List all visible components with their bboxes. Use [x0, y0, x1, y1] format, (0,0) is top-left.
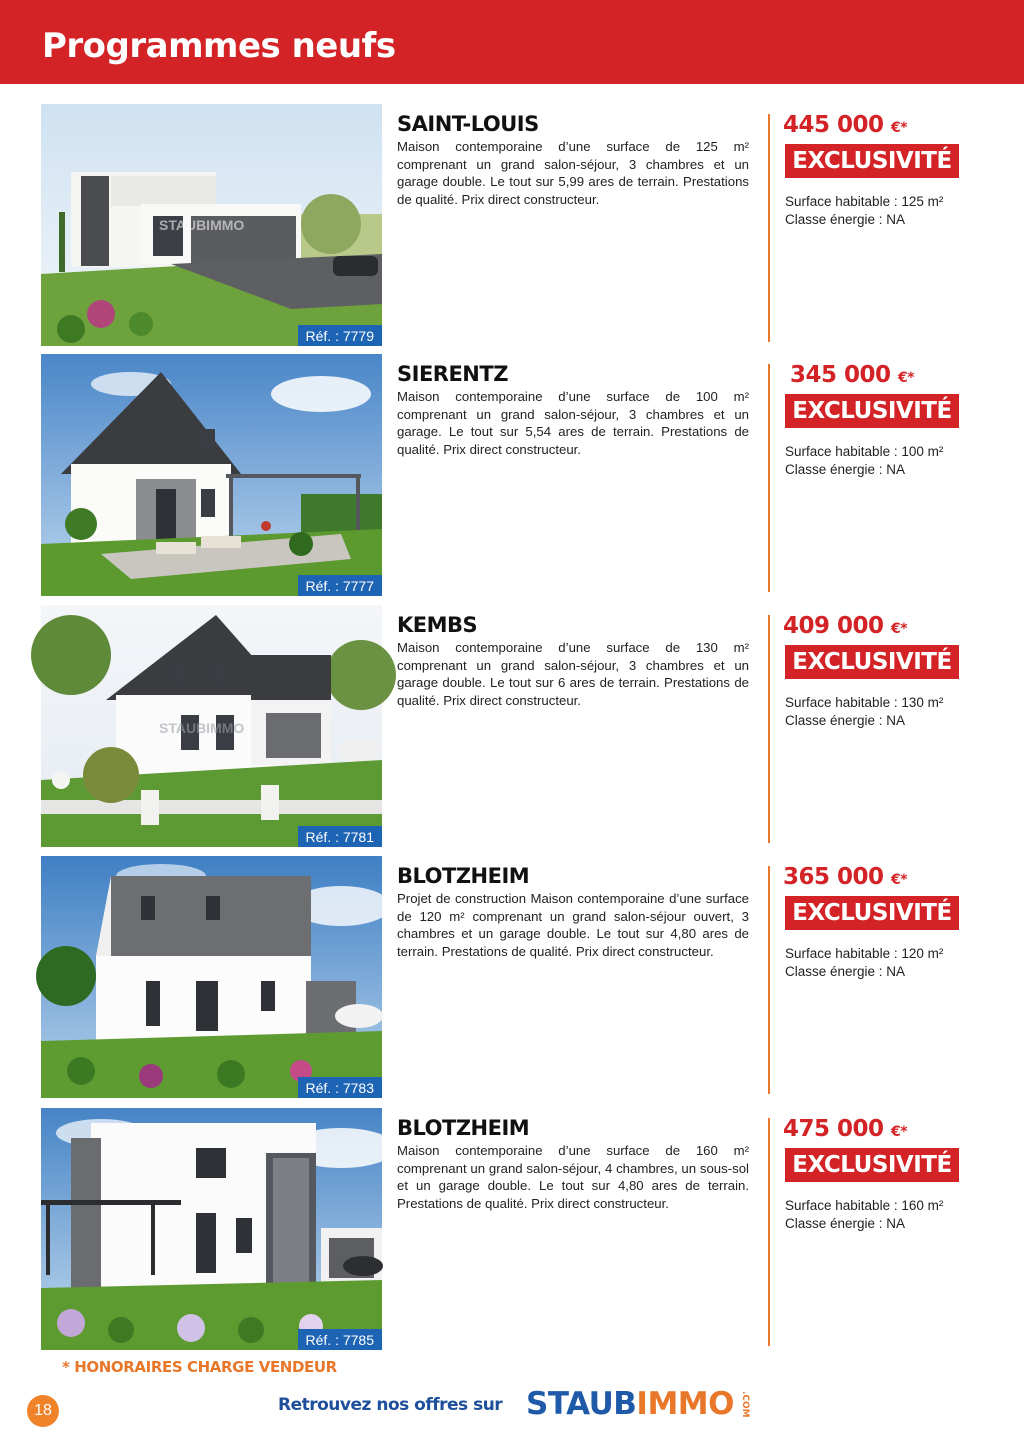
property-photo: [41, 354, 382, 596]
exclusivity-badge: EXCLUSIVITÉ: [785, 394, 959, 428]
reference-badge: Réf. : 7781: [298, 826, 383, 847]
column-divider: [768, 1118, 770, 1346]
price-value: 475 000: [783, 1116, 884, 1142]
living-area: Surface habitable : 130 m²: [785, 695, 944, 710]
listing-price: [783, 864, 907, 890]
price-value: 345 000: [790, 362, 891, 388]
listing-title: BLOTZHEIM: [397, 1116, 530, 1140]
listing-price: [783, 112, 907, 138]
staubimmo-logo[interactable]: [526, 1386, 734, 1422]
reference-badge: Réf. : 7783: [298, 1077, 383, 1098]
energy-class: Classe énergie : NA: [785, 1216, 906, 1231]
energy-class: Classe énergie : NA: [785, 212, 906, 227]
page-number: 18: [27, 1395, 59, 1427]
find-offers-text: Retrouvez nos offres sur: [278, 1395, 503, 1415]
listing-title: KEMBS: [397, 613, 478, 637]
column-divider: [768, 114, 770, 342]
column-divider: [768, 615, 770, 843]
energy-class: Classe énergie : NA: [785, 964, 906, 979]
listing-price: [783, 1116, 907, 1142]
listing-blotzheim-1: [0, 856, 1024, 1098]
listing-saint-louis: [0, 104, 1024, 346]
exclusivity-badge: EXCLUSIVITÉ: [785, 645, 959, 679]
column-divider: [768, 364, 770, 592]
reference-badge: Réf. : 7779: [298, 325, 383, 346]
listing-title: SAINT-LOUIS: [397, 112, 539, 136]
exclusivity-badge: EXCLUSIVITÉ: [785, 896, 959, 930]
price-currency: €*: [898, 370, 915, 386]
listing-price: [783, 613, 907, 639]
column-divider: [768, 866, 770, 1094]
logo-dotcom: [733, 1390, 750, 1420]
logo-suffix: .COM: [740, 1391, 750, 1418]
listing-title: BLOTZHEIM: [397, 864, 530, 888]
exclusivity-badge: EXCLUSIVITÉ: [785, 144, 959, 178]
listing-description: Maison contemporaine d’une surface de 125 m² comprenant un grand salon-séjour, 3 chambres et un garage double. Le tout sur 5,99 ares de terrain. Prestations de qualité. Prix direct constructeur.: [397, 139, 749, 207]
listing-blotzheim-2: [0, 1108, 1024, 1350]
listing-price: [790, 362, 914, 388]
listing-description: Projet de construction Maison contemporaine d’une surface de 120 m² comprenant un grand salon-séjour ouvert, 3 chambres et un garage double. Le tout sur 4,80 ares de terrain. Prestations de qualité. Prix direct constructeur.: [397, 891, 749, 959]
price-currency: €*: [891, 120, 908, 136]
living-area: Surface habitable : 160 m²: [785, 1198, 944, 1213]
page-header: [0, 0, 1024, 84]
property-photo: [41, 856, 382, 1098]
fees-footnote: * HONORAIRES CHARGE VENDEUR: [62, 1358, 337, 1376]
listing-title: SIERENTZ: [397, 362, 508, 386]
living-area: Surface habitable : 120 m²: [785, 946, 944, 961]
listing-description: Maison contemporaine d’une surface de 100 m² comprenant un grand salon-séjour, 3 chambres et un garage. Le tout sur 5,54 ares de terrain. Prestations de qualité. Prix direct constructeur.: [397, 389, 749, 457]
price-value: 365 000: [783, 864, 884, 890]
price-currency: €*: [891, 872, 908, 888]
photo-watermark: STAUBIMMO: [159, 217, 245, 233]
living-area: Surface habitable : 100 m²: [785, 444, 944, 459]
photo-watermark: STAUBIMMO: [159, 720, 245, 736]
reference-badge: Réf. : 7777: [298, 575, 383, 596]
property-photo: [41, 605, 382, 847]
exclusivity-badge: EXCLUSIVITÉ: [785, 1148, 959, 1182]
property-photo: [41, 104, 382, 346]
reference-badge: Réf. : 7785: [298, 1329, 383, 1350]
price-currency: €*: [891, 1124, 908, 1140]
listing-description: Maison contemporaine d’une surface de 160 m² comprenant un grand salon-séjour, 4 chambres, un sous-sol et un garage double. Le tout sur 4,80 ares de terrain. Prestations de qualité. Prix direct constructeur.: [397, 1143, 749, 1211]
listing-kembs: [0, 605, 1024, 847]
listing-description: Maison contemporaine d’une surface de 130 m² comprenant un grand salon-séjour, 3 chambres et un garage double. Le tout sur 6 ares de terrain. Prestations de qualité. Prix direct constructeur.: [397, 640, 749, 708]
logo-accent: IMMO: [636, 1386, 734, 1422]
listing-sierentz: [0, 354, 1024, 596]
logo-main: STAUB: [526, 1386, 637, 1422]
energy-class: Classe énergie : NA: [785, 713, 906, 728]
price-value: 445 000: [783, 112, 884, 138]
page-title: Programmes neufs: [42, 26, 396, 66]
property-photo: [41, 1108, 382, 1350]
living-area: Surface habitable : 125 m²: [785, 194, 944, 209]
price-value: 409 000: [783, 613, 884, 639]
price-currency: €*: [891, 621, 908, 637]
energy-class: Classe énergie : NA: [785, 462, 906, 477]
